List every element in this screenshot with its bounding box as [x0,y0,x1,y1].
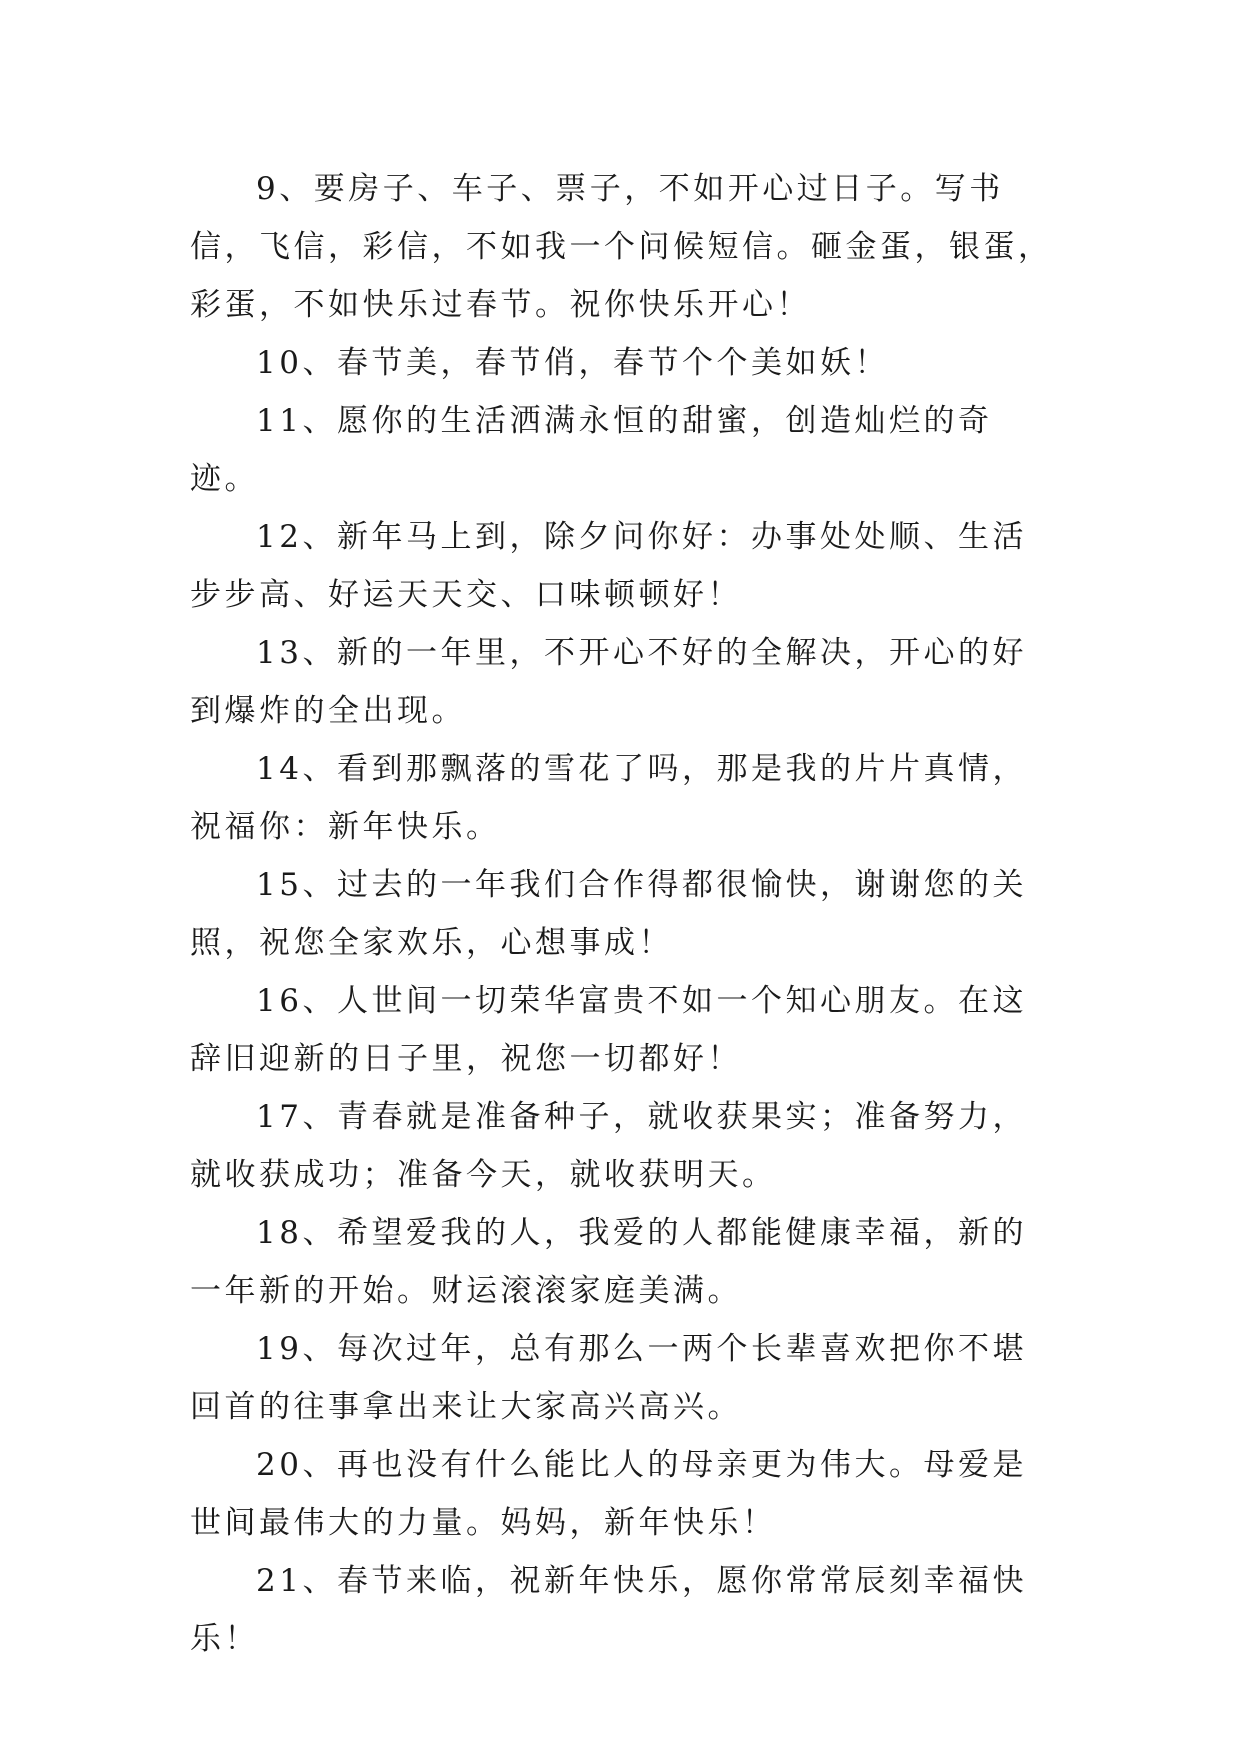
paragraph-21: 21、春节来临，祝新年快乐，愿你常常辰刻幸福快乐！ [190,1563,1027,1657]
paragraph-9: 9、要房子、车子、票子，不如开心过日子。写书信，飞信，彩信，不如我一个问候短信。砸金蛋，银蛋，彩蛋，不如快乐过春节。祝你快乐开心！ [190,171,1053,323]
paragraph-13: 13、新的一年里，不开心不好的全解决，开心的好到爆炸的全出现。 [190,635,1027,729]
paragraph-18: 18、希望爱我的人，我爱的人都能健康幸福，新的一年新的开始。财运滚滚家庭美满。 [190,1215,1027,1309]
paragraph-10: 10、春节美，春节俏，春节个个美如妖！ [256,345,889,381]
paragraph-20: 20、再也没有什么能比人的母亲更为伟大。母爱是世间最伟大的力量。妈妈，新年快乐！ [190,1447,1027,1541]
paragraph-11: 11、愿你的生活洒满永恒的甜蜜，创造灿烂的奇迹。 [190,403,993,497]
paragraph-19: 19、每次过年，总有那么一两个长辈喜欢把你不堪回首的往事拿出来让大家高兴高兴。 [190,1331,1027,1425]
paragraph-14: 14、看到那飘落的雪花了吗，那是我的片片真情，祝福你：新年快乐。 [190,751,1027,845]
paragraph-17: 17、青春就是准备种子，就收获果实；准备努力，就收获成功；准备今天，就收获明天。 [190,1099,1027,1193]
paragraph-15: 15、过去的一年我们合作得都很愉快，谢谢您的关照，祝您全家欢乐，心想事成！ [190,867,1027,961]
document-body [190,160,1060,1668]
paragraph-16: 16、人世间一切荣华富贵不如一个知心朋友。在这辞旧迎新的日子里，祝您一切都好！ [190,983,1027,1077]
paragraph-12: 12、新年马上到，除夕问你好：办事处处顺、生活步步高、好运天天交、口味顿顿好！ [190,519,1027,613]
